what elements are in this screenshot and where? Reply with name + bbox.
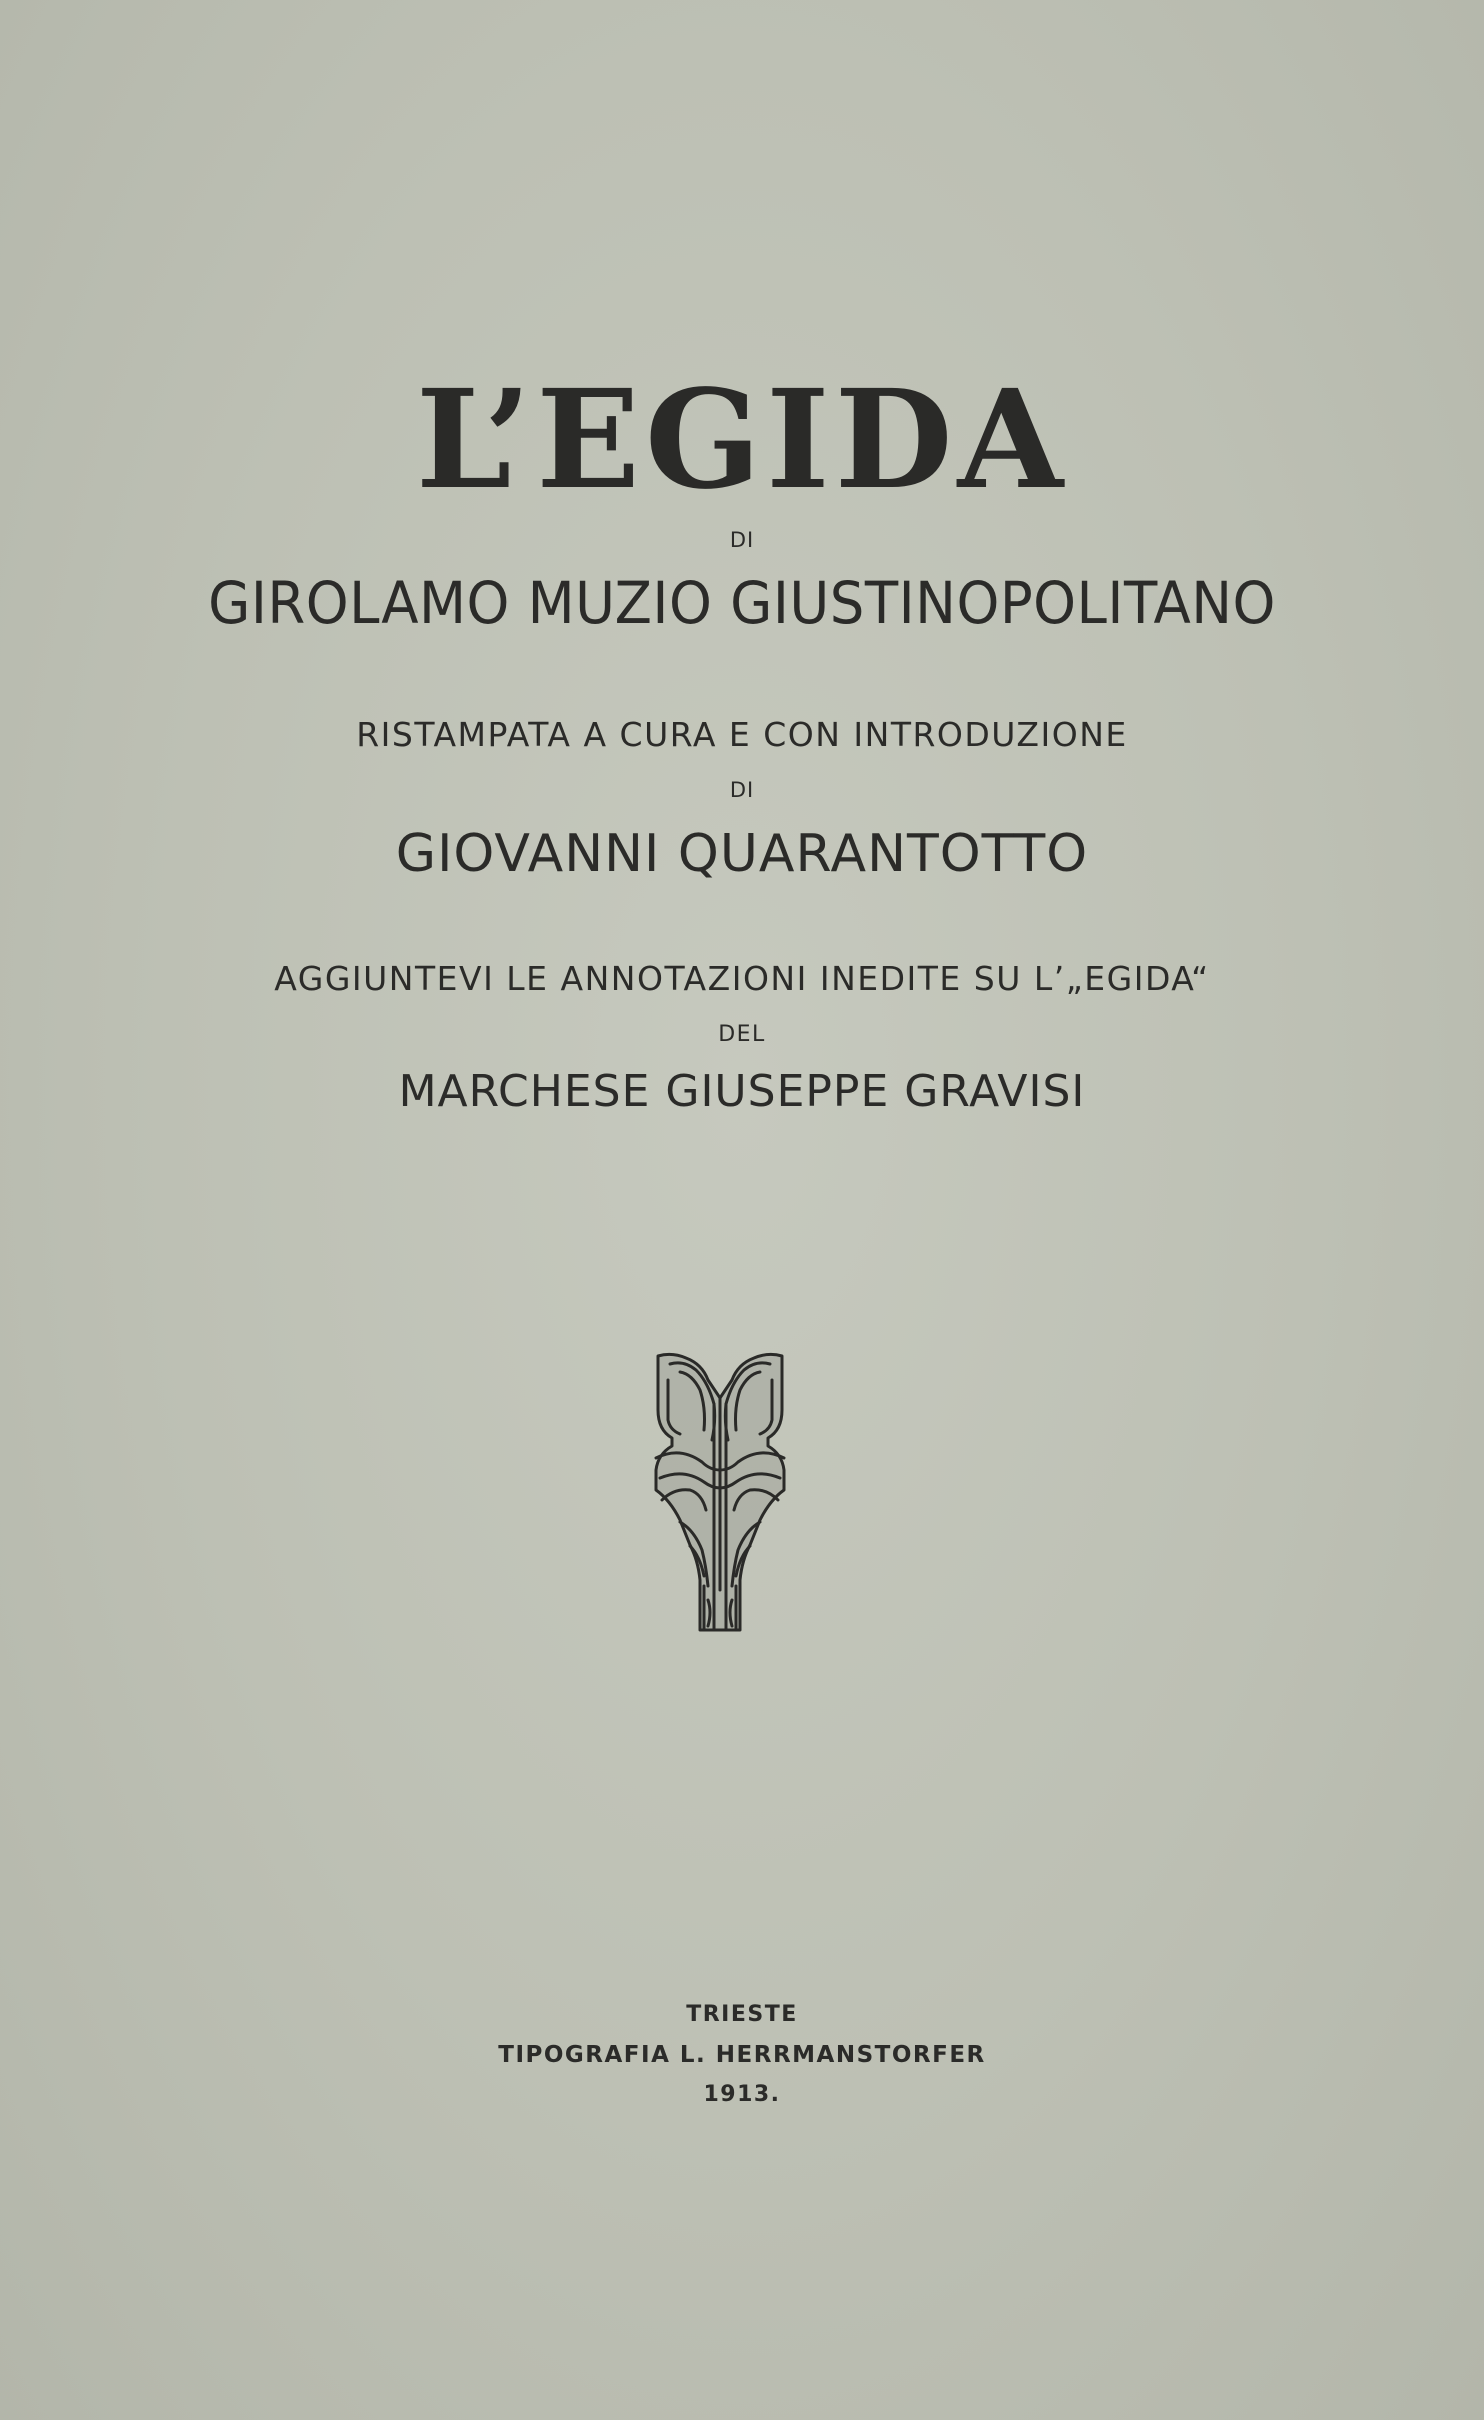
preposition-di: DI: [729, 528, 755, 552]
annotator-name: MARCHESE GIUSEPPE GRAVISI: [398, 1066, 1086, 1117]
imprint-printer: TIPOGRAFIA L. HERRMANSTORFER: [498, 2042, 986, 2068]
subtitle-annotations: AGGIUNTEVI LE ANNOTAZIONI INEDITE SU L’„EGIDA“: [274, 959, 1210, 998]
preposition-del: DEL: [718, 1022, 766, 1047]
imprint-year: 1913.: [703, 2082, 781, 2107]
preposition-di-editor: DI: [729, 778, 755, 802]
art-nouveau-floral-ornament-icon: [650, 1350, 790, 1635]
author-name: GIROLAMO MUZIO GIUSTINOPOLITANO: [208, 569, 1276, 637]
imprint-city: TRIESTE: [686, 2002, 798, 2027]
book-title: L’EGIDA: [415, 360, 1069, 520]
editor-name: GIOVANNI QUARANTOTTO: [395, 824, 1089, 884]
subtitle-reprint: RISTAMPATA A CURA E CON INTRODUZIONE: [356, 715, 1128, 754]
